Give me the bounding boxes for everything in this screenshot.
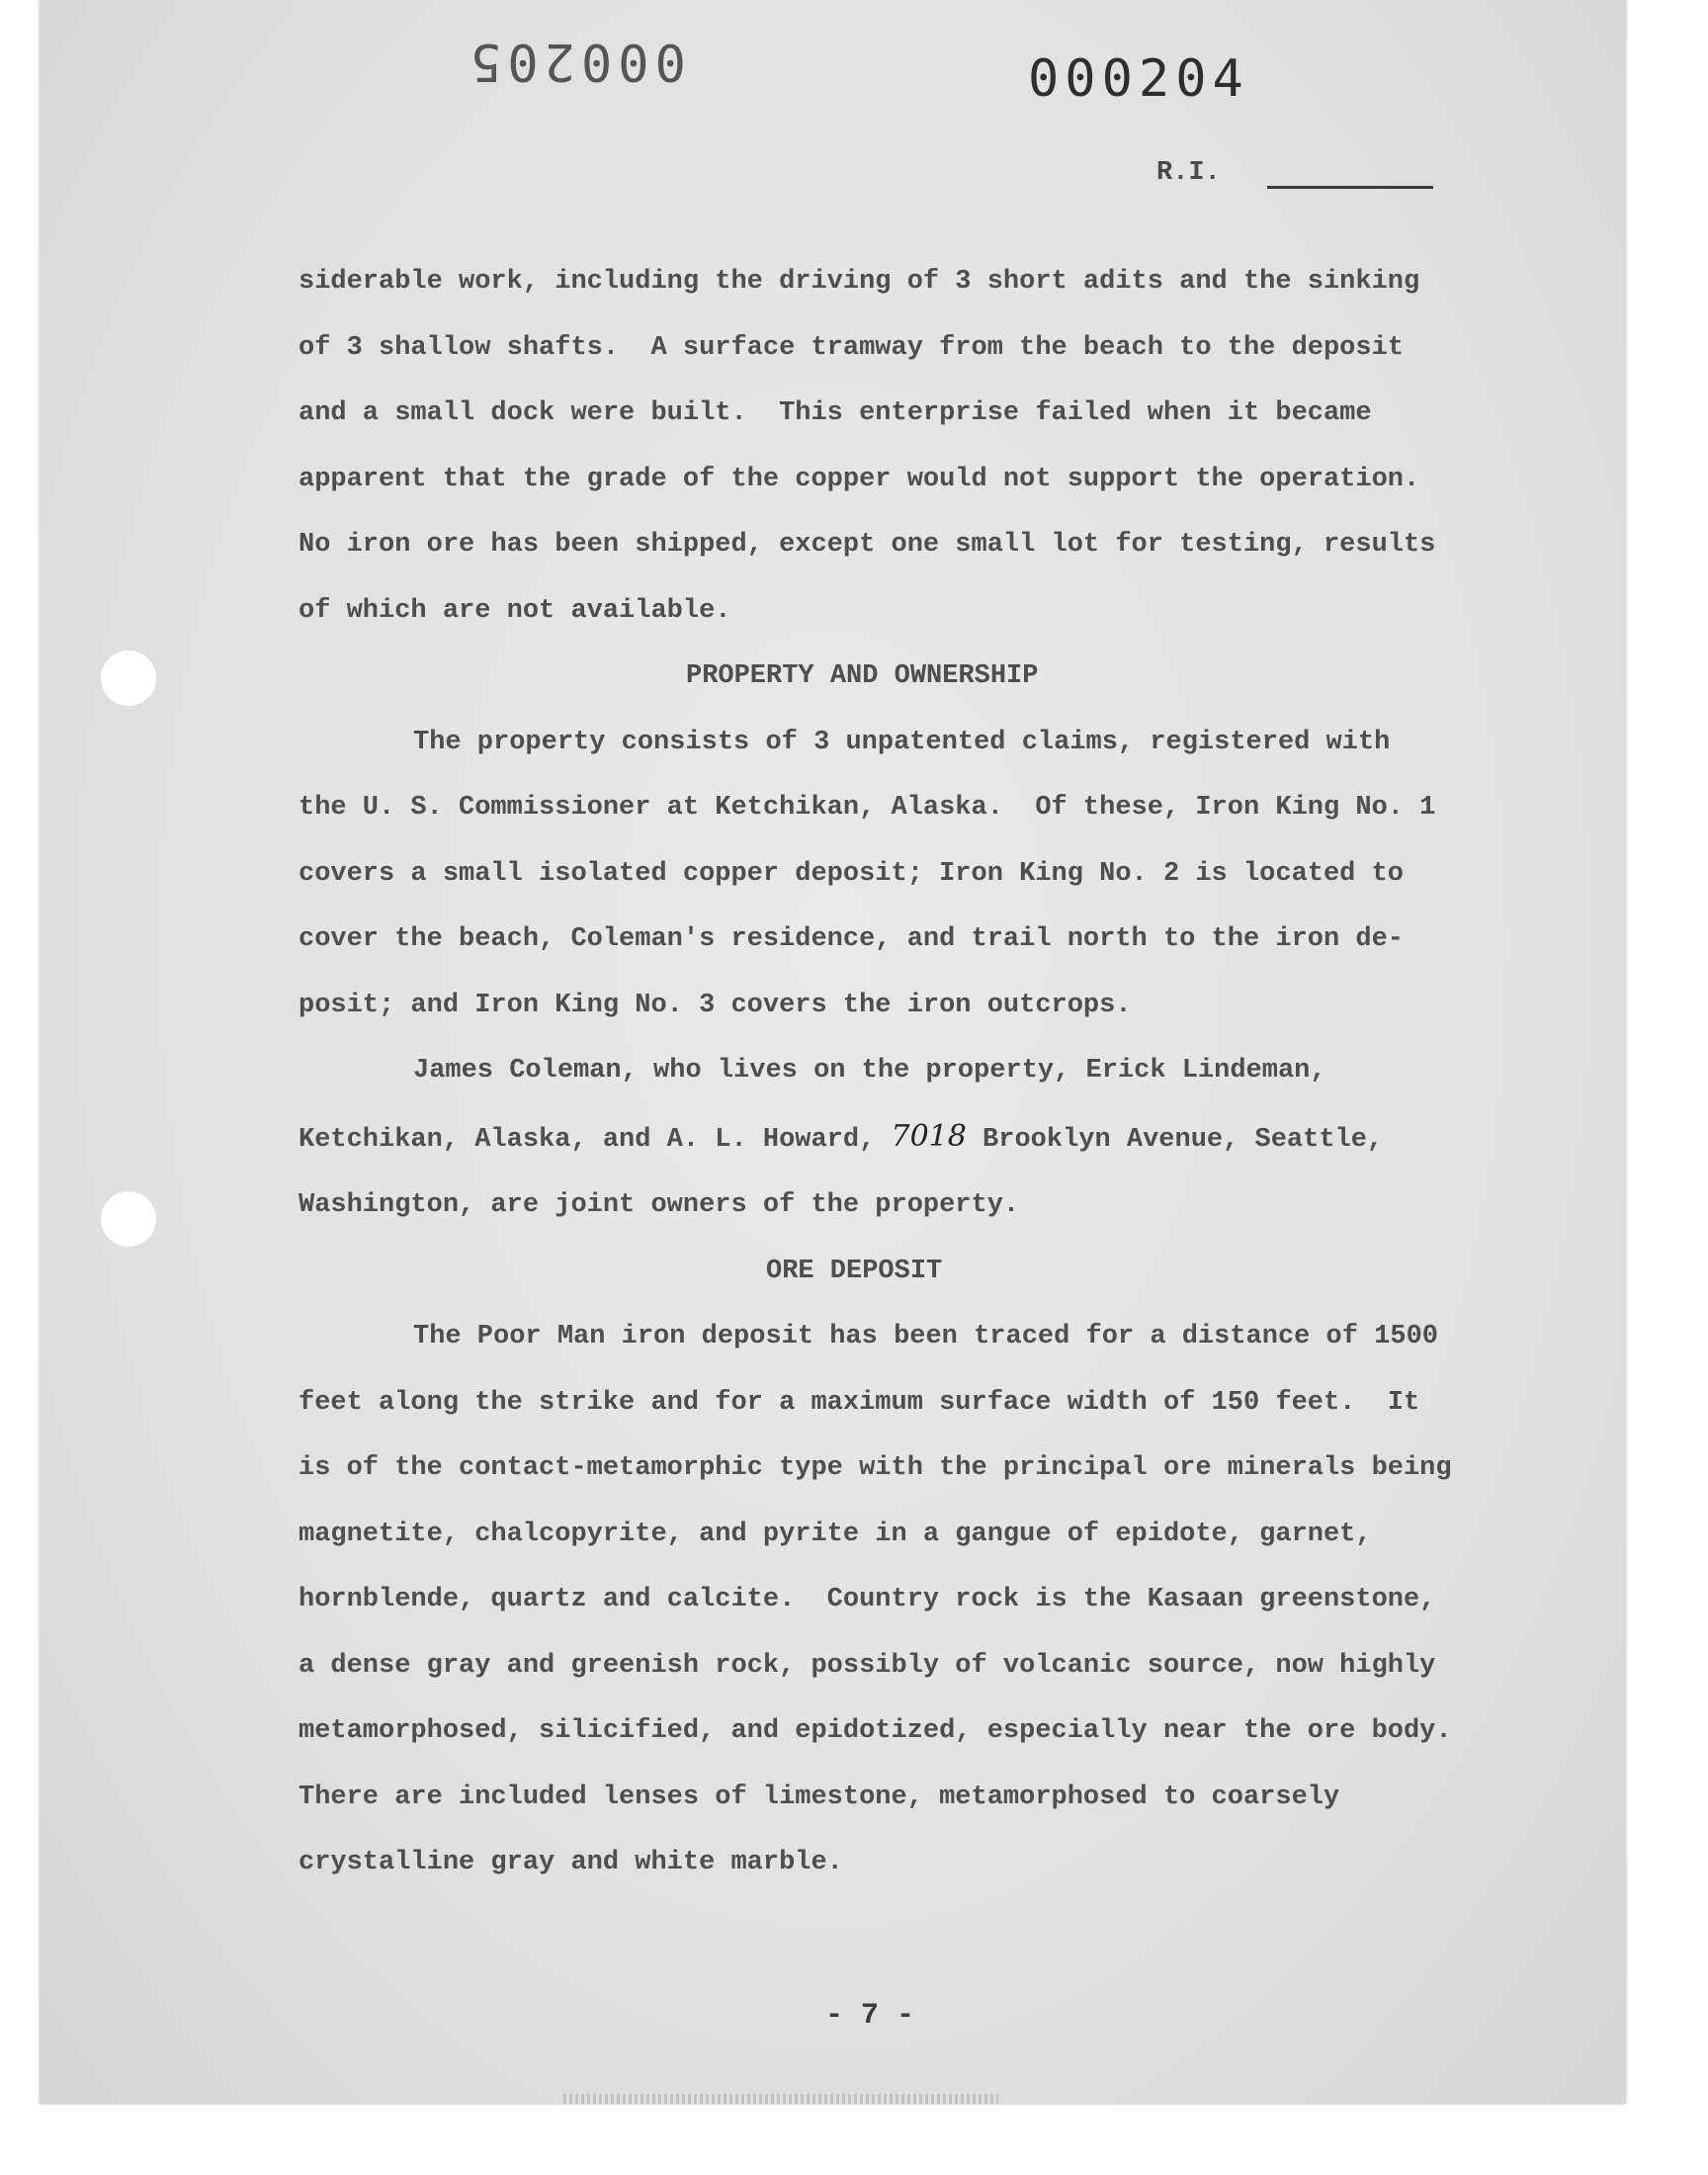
text-line: siderable work, including the driving of 3 short adits and the sinking: [299, 267, 1420, 297]
text-line: No iron ore has been shipped, except one small lot for testing, results: [299, 530, 1436, 560]
text-line: The Poor Man iron deposit has been traced for a distance of 1500: [413, 1322, 1438, 1351]
text-line: There are included lenses of limestone, metamorphosed to coarsely: [299, 1782, 1340, 1812]
text-line: crystalline gray and white marble.: [299, 1848, 843, 1877]
text-line: posit; and Iron King No. 3 covers the iron outcrops.: [299, 990, 1132, 1020]
page-id-stamp: 000204: [1028, 49, 1249, 109]
page-number: - 7 -: [825, 1999, 915, 2033]
handwritten-address-number: 7018: [891, 1118, 967, 1154]
scan-artifact: [563, 2094, 998, 2104]
text-line: covers a small isolated copper deposit; Iron King No. 2 is located to: [299, 858, 1404, 889]
section-heading-property: PROPERTY AND OWNERSHIP: [686, 661, 1039, 691]
bleed-through-stamp-number: 000205: [465, 32, 686, 91]
ri-blank-line: [1267, 186, 1433, 189]
text-segment: Ketchikan, Alaska, and A. L. Howard,: [299, 1124, 892, 1155]
text-line: The property consists of 3 unpatented claims, registered with: [413, 727, 1391, 757]
section-heading-ore-deposit: ORE DEPOSIT: [766, 1256, 943, 1286]
text-line-with-handwriting: [299, 1104, 1583, 1174]
punch-hole: [101, 1191, 156, 1247]
ri-label: R.I.: [1156, 158, 1221, 188]
text-line: Washington, are joint owners of the property.: [299, 1190, 1020, 1220]
document-body: [299, 249, 1583, 1896]
document-page: [40, 0, 1626, 2104]
text-line: magnetite, chalcopyrite, and pyrite in a gangue of epidote, garnet,: [299, 1519, 1372, 1549]
text-line: of which are not available.: [299, 595, 731, 626]
text-segment: Brooklyn Avenue, Seattle,: [966, 1124, 1384, 1155]
text-line: cover the beach, Coleman's residence, and trail north to the iron de-: [299, 924, 1404, 954]
text-line: apparent that the grade of the copper would not support the operation.: [299, 464, 1420, 494]
text-line: and a small dock were built. This enterprise failed when it became: [299, 398, 1372, 428]
text-line: hornblende, quartz and calcite. Country rock is the Kasaan greenstone,: [299, 1585, 1436, 1614]
text-line: metamorphosed, silicified, and epidotized, especially near the ore body.: [299, 1716, 1452, 1746]
text-line: is of the contact-metamorphic type with the principal ore minerals being: [299, 1453, 1452, 1483]
text-line: of 3 shallow shafts. A surface tramway from the beach to the deposit: [299, 332, 1404, 363]
punch-hole: [101, 651, 156, 706]
text-line: the U. S. Commissioner at Ketchikan, Alaska. Of these, Iron King No. 1: [299, 793, 1436, 823]
text-line: a dense gray and greenish rock, possibly of volcanic source, now highly: [299, 1650, 1436, 1681]
text-line: James Coleman, who lives on the property, Erick Lindeman,: [413, 1056, 1326, 1086]
text-line: feet along the strike and for a maximum surface width of 150 feet. It: [299, 1387, 1420, 1418]
